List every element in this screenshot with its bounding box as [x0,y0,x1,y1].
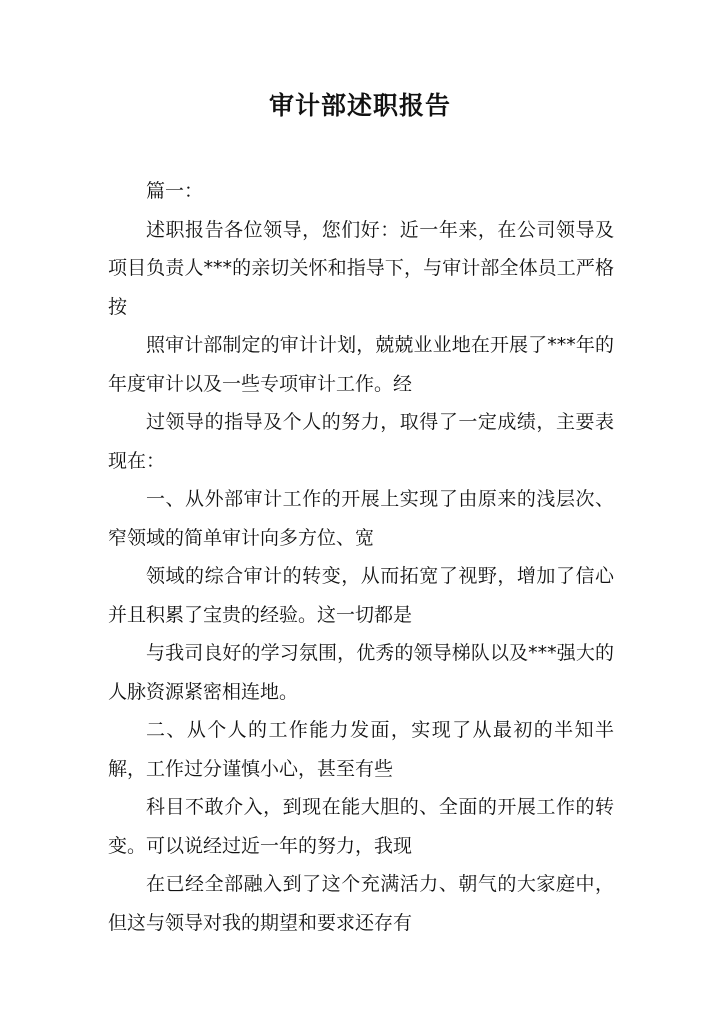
document-body [108,172,614,942]
paragraph: 科目不敢介入，到现在能大胆的、全面的开展工作的转变。可以说经过近一年的努力，我现 [108,796,614,857]
paragraph: 在已经全部融入到了这个充满活力、朝气的大家庭中，但这与领导对我的期望和要求还存有 [108,873,614,934]
paragraph: 述职报告各位领导，您们好：近一年来，在公司领导及项目负责人***的亲切关怀和指导下，与审计部全体员工严格按 [108,218,614,318]
paragraph: 二、从个人的工作能力发面，实现了从最初的半知半解，工作过分谨慎小心，甚至有些 [108,719,614,780]
paragraph: 与我司良好的学习氛围，优秀的领导梯队以及***强大的人脉资源紧密相连地。 [108,642,614,703]
document-title: 审计部述职报告 [268,91,451,120]
paragraph: 过领导的指导及个人的努力，取得了一定成绩，主要表现在： [108,411,614,472]
paragraph-section-label: 篇一： [146,180,204,202]
paragraph: 领域的综合审计的转变，从而拓宽了视野，增加了信心并且积累了宝贵的经验。这一切都是 [108,565,614,626]
paragraph: 一、从外部审计工作的开展上实现了由原来的浅层次、窄领域的简单审计向多方位、宽 [108,488,614,549]
paragraph: 照审计部制定的审计计划，兢兢业业地在开展了***年的年度审计以及一些专项审计工作。经 [108,334,614,395]
